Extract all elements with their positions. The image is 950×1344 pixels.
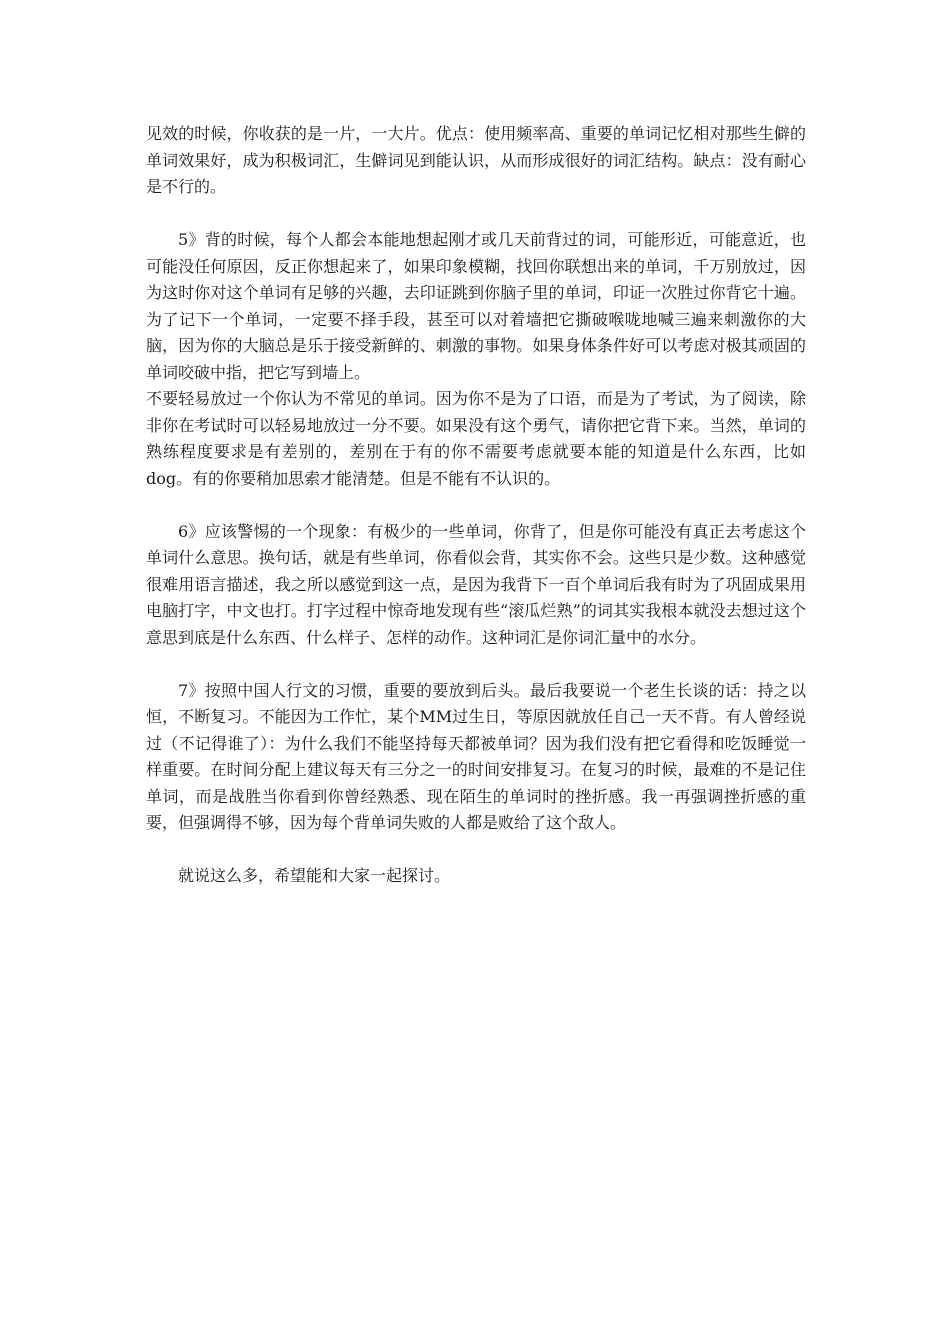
paragraph-tip-5-extra: 不要轻易放过一个你认为不常见的单词。因为你不是为了口语，而是为了考试，为了阅读，除非你在考试时可以轻易地放过一分不要。如果没有这个勇气，请你把它背下来。当然，单词的熟练程度要求是有差别的，差别在于有的你不需要考虑就要本能的知道是什么东西，比如dog。有的你要稍加思索才能清楚。但是不能有不认识的。 [146,389,806,488]
paragraph-gap [146,837,806,864]
paragraph-gap [146,201,806,228]
paragraph-tip-5: 5》背的时候，每个人都会本能地想起刚才或几天前背过的词，可能形近，可能意近，也可能没任何原因，反正你想起来了，如果印象模糊，找回你联想出来的单词，千万别放过，因为这时你对这个单词有足够的兴趣，去印证跳到你脑子里的单词，印证一次胜过你背它十遍。为了记下一个单词，一定要不择手段，甚至可以对着墙把它撕破喉咙地喊三遍来刺激你的大脑，因为你的大脑总是乐于接受新鲜的、刺激的事物。如果身体条件好可以考虑对极其顽固的单词咬破中指，把它写到墙上。 [146,230,806,382]
paragraph-tip-7: 7》按照中国人行文的习惯，重要的要放到后头。最后我要说一个老生长谈的话：持之以恒，不断复习。不能因为工作忙，某个MM过生日，等原因就放任自己一天不背。有人曾经说过（不记得谁了）：为什么我们不能坚持每天都被单词？因为我们没有把它看得和吃饭睡觉一样重要。在时间分配上建议每天有三分之一的时间安排复习。在复习的时候，最难的不是记住单词，而是战胜当你看到你曾经熟悉、现在陌生的单词时的挫折感。我一再强调挫折感的重要，但强调得不够，因为每个背单词失败的人都是败给了这个敌人。 [146,680,806,832]
paragraph-continuation: 见效的时候，你收获的是一片，一大片。优点：使用频率高、重要的单词记忆相对那些生僻的单词效果好，成为积极词汇，生僻词见到能认识，从而形成很好的词汇结构。缺点：没有耐心是不行的。 [146,124,806,196]
paragraph-gap [146,492,806,519]
paragraph-gap [146,651,806,678]
paragraph-tip-6: 6》应该警惕的一个现象：有极少的一些单词，你背了，但是你可能没有真正去考虑这个单词什么意思。换句话，就是有些单词，你看似会背，其实你不会。这些只是少数。这种感觉很难用语言描述，我之所以感觉到这一点，是因为我背下一百个单词后我有时为了巩固成果用电脑打字，中文也打。打字过程中惊奇地发现有些“滚瓜烂熟”的词其实我根本就没去想过这个意思到底是什么东西、什么样子、怎样的动作。这种词汇是你词汇量中的水分。 [146,521,806,647]
document-page [146,121,806,890]
paragraph-closing: 就说这么多，希望能和大家一起探讨。 [178,866,451,885]
